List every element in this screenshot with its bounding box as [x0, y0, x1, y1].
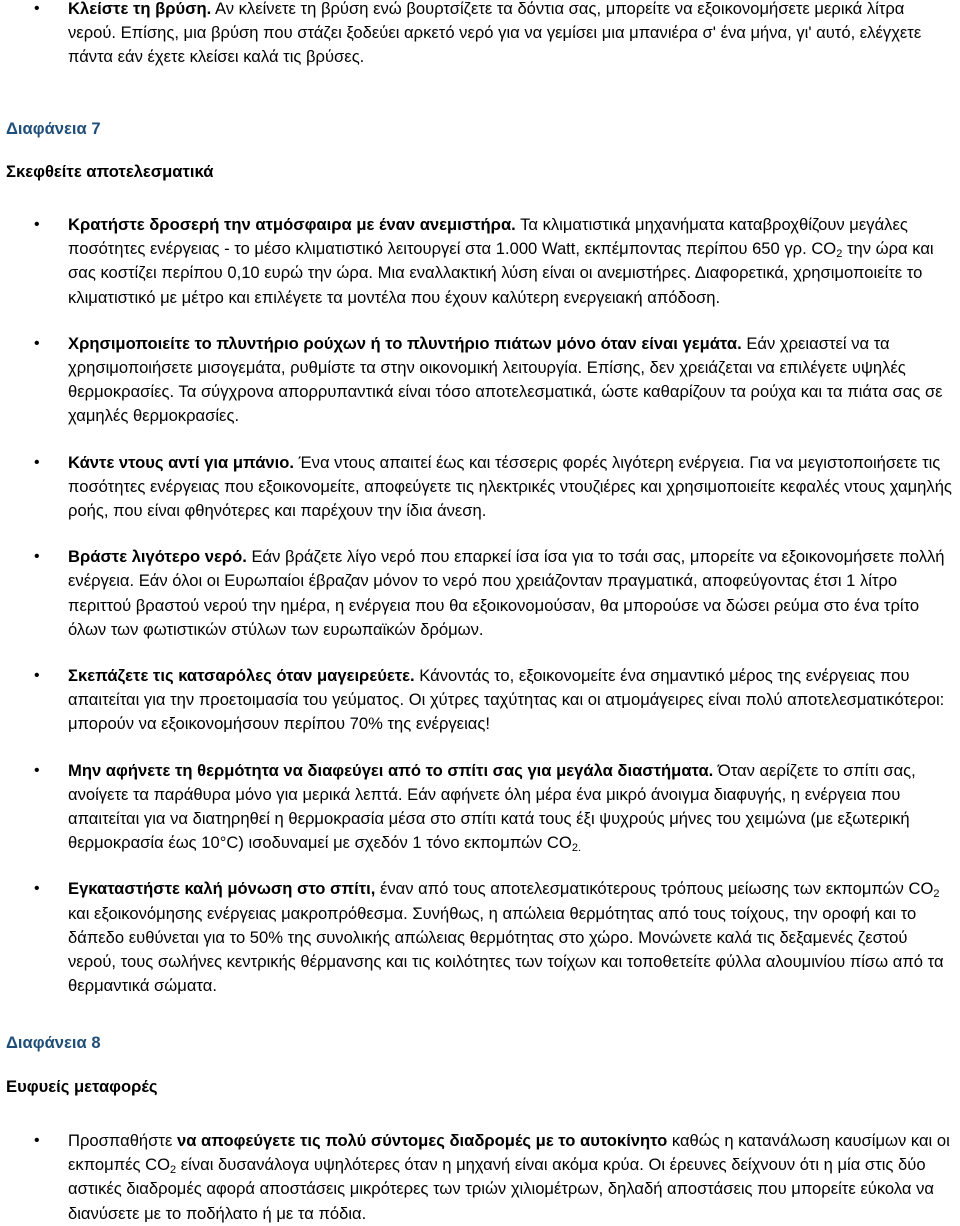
bullet-icon: •	[34, 453, 40, 471]
item-body: την ώρα και σας κοστίζει περίπου 0,10 ευρώ την ώρα. Μια εναλλακτική λύση είναι οι ανεμιστήρες. Διαφορετικά, χρησιμοποιείτε το κλιματιστικό με μέτρο και επιλέγετε τα μοντέλα που έχουν καλύτερη ενεργειακή απόδοση.	[68, 239, 934, 307]
list-item	[0, 0, 960, 70]
bullet-list-slide7	[0, 213, 960, 998]
bullet-icon: •	[34, 334, 40, 352]
subscript: 2	[836, 248, 843, 261]
bullet-icon: •	[34, 1132, 40, 1149]
subscript: 2	[933, 888, 940, 901]
bullet-list-top	[0, 0, 960, 70]
list-item	[0, 1129, 960, 1226]
slide-label: Διαφάνεια 8	[6, 1033, 101, 1052]
list-item	[0, 332, 960, 429]
item-heading: να αποφεύγετε τις πολύ σύντομες διαδρομές με το αυτοκίνητο	[176, 1131, 668, 1150]
bullet-icon: •	[34, 761, 40, 779]
list-item	[0, 664, 960, 737]
section-title: Σκεφθείτε αποτελεσματικά	[6, 162, 214, 181]
bullet-icon: •	[34, 0, 40, 17]
list-item	[0, 213, 960, 310]
subscript: 2	[170, 1164, 177, 1177]
item-body: είναι δυσανάλογα υψηλότερες όταν η μηχανή είναι ακόμα κρύα. Οι έρευνες δείχνουν ότι η μία στις δύο αστικές διαδρομές αφορά αποστάσεις μικρότερες των τριών χιλιομέτρων, δηλαδή αποστάσεις που μπορείτε εύκολα να διανύσετε με το ποδήλατο ή με τα πόδια.	[68, 1155, 934, 1223]
item-body: έναν από τους αποτελεσματικότερους τρόπους μείωσης των εκπομπών CO	[375, 879, 934, 899]
item-heading: Κρατήστε δροσερή την ατμόσφαιρα με έναν ανεμιστήρα.	[68, 215, 516, 234]
bullet-icon: •	[34, 667, 40, 685]
item-body: και εξοικονόμησης ενέργειας μακροπρόθεσμα. Συνήθως, η απώλεια θερμότητας από τους τοίχους, την οροφή και το δάπεδο ευθύνεται για το 50% της συνολικής απώλειας θερμότητας στο χώρο. Μονώνετε καλά τις δεξαμενές ζεστού νερού, τους σωλήνες κεντρικής θέρμανσης και τις κοιλότητες των τοίχων και τοποθετείτε φύλλα αλουμινίου πίσω από τα θερμαντικά σώματα.	[68, 903, 944, 996]
bullet-icon: •	[34, 548, 40, 566]
item-body: Όταν αερίζετε το σπίτι σας, ανοίγετε τα παράθυρα μόνο για μερικά λεπτά. Εάν αφήνετε όλη μέρα ένα μικρό άνοιγμα διαφυγής, η ενέργεια που απαιτείται για να διατηρηθεί η θερμοκρασία μέσα στο σπίτι κατά τους έξι ψυχρούς μήνες του χειμώνα (με εξωτερική θερμοκρασία έως 10°C) ισοδυναμεί με σχεδόν 1 τόνο εκπομπών CO	[68, 760, 916, 853]
item-body: Αν κλείνετε τη βρύση ενώ βουρτσίζετε τα δόντια σας, μπορείτε να εξοικονομήσετε μερικά λίτρα νερού. Επίσης, μια βρύση που στάζει ξοδεύει αρκετό νερό για να γεμίσει μια μπανιέρα σ' ένα μήνα, γι' αυτό, ελέγχετε πάντα εάν έχετε κλείσει καλά τις βρύσες.	[68, 0, 922, 67]
item-heading: Χρησιμοποιείτε το πλυντήριο ρούχων ή το πλυντήριο πιάτων μόνο όταν είναι γεμάτα.	[68, 333, 742, 353]
bullet-icon: •	[34, 216, 40, 233]
item-heading: Βράστε λιγότερο νερό.	[68, 547, 247, 567]
bullet-icon: •	[34, 880, 40, 898]
item-body: Εάν χρειαστεί να τα χρησιμοποιήσετε μισογεμάτα, ρυθμίστε τα στην οικονομική λειτουργία. Επίσης, δεν χρειάζεται να επιλέγετε υψηλές θερμοκρασίες. Τα σύγχρονα απορρυπαντικά είναι τόσο αποτελεσματικά, ώστε καθαρίζουν τα ρούχα και τα πιάτα σας σε χαμηλές θερμοκρασίες.	[68, 333, 943, 426]
item-heading: Εγκαταστήστε καλή μόνωση στο σπίτι,	[68, 879, 376, 899]
item-body: καθώς η κατανάλωση καυσίμων και οι εκπομπές CO	[68, 1131, 950, 1175]
list-item	[0, 545, 960, 642]
list-item	[0, 877, 960, 998]
subscript: 2.	[571, 842, 582, 855]
list-item	[0, 451, 960, 524]
section-title: Ευφυείς μεταφορές	[6, 1077, 158, 1096]
item-body: Ένα ντους απαιτεί έως και τέσσερις φορές λιγότερη ενέργεια. Για να μεγιστοποιήσετε τις ποσότητες ενέργειας που εξοικονομείτε, αποφεύγετε τις ηλεκτρικές ντουζιέρες και χρησιμοποιείτε κεφαλές ντους χαμηλής ροής, που είναι φθηνότερες και παρέχουν την ίδια άνεση.	[68, 452, 952, 521]
item-body: Προσπαθήστε	[68, 1131, 177, 1150]
list-item	[0, 759, 960, 856]
item-heading: Κάντε ντους αντί για μπάνιο.	[68, 452, 295, 472]
item-body: Τα κλιματιστικά μηχανήματα καταβροχθίζουν μεγάλες ποσότητες ενέργειας - το μέσο κλιματιστικό λειτουργεί στα 1.000 Watt, εκπέμποντας περίπου 650 γρ. CO	[68, 215, 908, 259]
item-heading: Σκεπάζετε τις κατσαρόλες όταν μαγειρεύετε.	[68, 666, 415, 686]
item-heading: Κλείστε τη βρύση.	[68, 0, 212, 18]
item-body: Κάνοντάς το, εξοικονομείτε ένα σημαντικό μέρος της ενέργειας που απαιτείται για την προετοιμασία του γεύματος. Οι χύτρες ταχύτητας και οι ατμομάγειρες είναι πολύ αποτελεσματικότεροι: μπορούν να εξοικονομήσουν περίπου 70% της ενέργειας!	[68, 666, 945, 734]
item-body: Εάν βράζετε λίγο νερό που επαρκεί ίσα ίσα για το τσάι σας, μπορείτε να εξοικονομήσετε πολλή ενέργεια. Εάν όλοι οι Ευρωπαίοι έβραζαν μόνον το νερό που χρειάζονταν πραγματικά, αποφεύγοντας έτσι 1 λίτρο περιττού βραστού νερού την ημέρα, η ενέργεια που θα εξοικονομούσαν, θα μπορούσε να δώσει ρεύμα στο ένα τρίτο όλων των φωτιστικών στύλων των ευρωπαϊκών δρόμων.	[68, 547, 945, 639]
slide-label: Διαφάνεια 7	[6, 119, 101, 138]
bullet-list-slide8	[0, 1129, 960, 1226]
item-heading: Μην αφήνετε τη θερμότητα να διαφεύγει από το σπίτι σας για μεγάλα διαστήματα.	[68, 760, 714, 780]
